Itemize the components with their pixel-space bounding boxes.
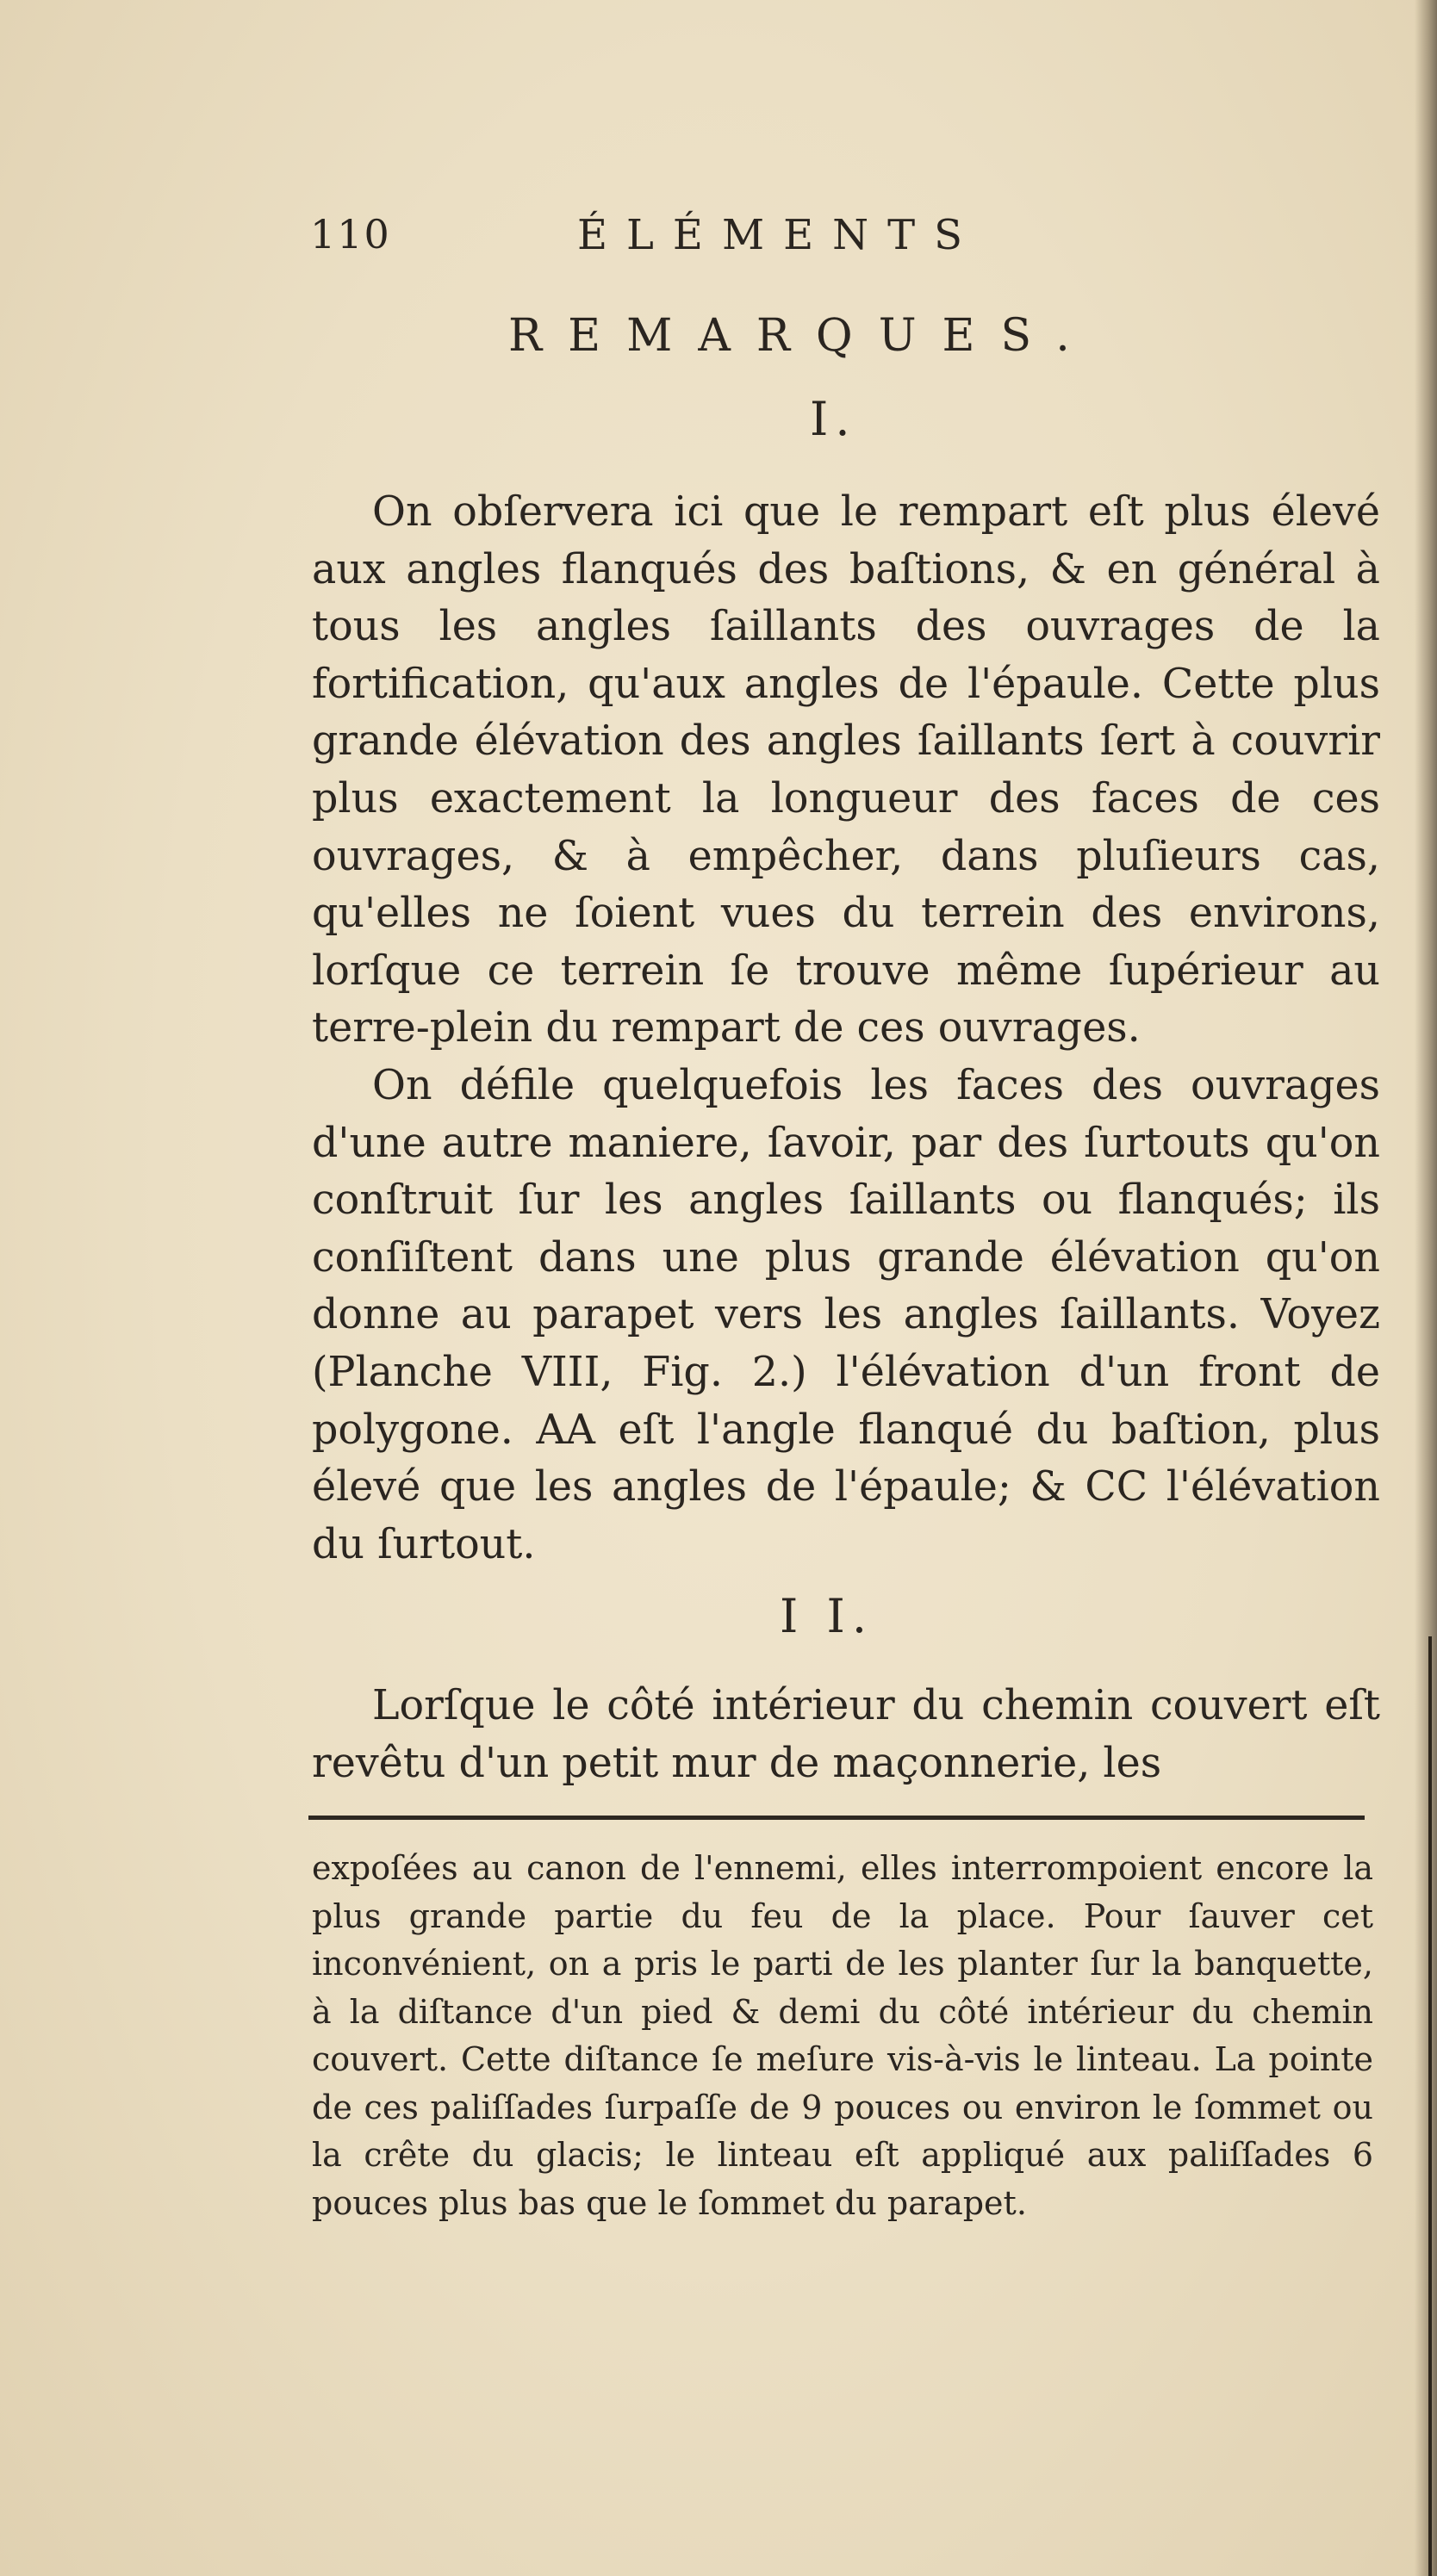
remark-numeral-2: I I. <box>780 1589 874 1643</box>
running-head <box>310 211 1172 271</box>
footnote-divider <box>308 1816 1365 1820</box>
section-heading: REMARQUES. <box>508 310 1096 362</box>
page-binding-edge <box>1428 1636 1432 2576</box>
remark-1-paragraph-1: On obſervera ici que le rempart eſt plus élevé aux angles flanqués des baſtions, & en général à tous les angles ſaillants des ouvrages de la fortification, qu'aux angles de l'épaule. Cette plus grande élévation des angles ſaillants ſert à couvrir plus exactement la longueur des faces de ces ouvrages, & à empêcher, dans pluſieurs cas, qu'elles ne ſoient vues du terrein des environs, lorſque ce terrein ſe trouve même ſupérieur au terre-plein du rempart de ces ouvrages. <box>312 488 1380 1052</box>
footnote: expoſées au canon de l'ennemi, elles interrompoient encore la plus grande partie du feu de la place. Pour ſauver cet inconvénient, on a pris le parti de les planter ſur la banquette, à la diſtance d'un pied & demi du côté intérieur du chemin couvert. Cette diſtance ſe meſure vis-à-vis le linteau. La pointe de ces paliſſades ſurpaſſe de 9 pouces ou environ le ſommet ou la crête du glacis; le linteau eſt appliqué aux paliſſades 6 pouces plus bas que le ſommet du parapet. <box>312 1849 1373 2222</box>
page-number: 110 <box>310 211 391 258</box>
remark-1-paragraph-2: On défile quelquefois les faces des ouvrages d'une autre maniere, ſavoir, par des ſurtouts qu'on conſtruit ſur les angles ſaillants ou flanqués; ils conſiſtent dans une plus grande élévation qu'on donne au parapet vers les angles ſaillants. Voyez (Planche VIII, Fig. 2.) l'élévation d'un front de polygone. AA eſt l'angle flanqué du baſtion, plus élevé que les angles de l'épaule; & CC l'élévation du ſurtout. <box>312 1062 1380 1568</box>
running-title: ÉLÉMENTS <box>577 211 982 259</box>
remark-2-paragraph-1: Lorſque le côté intérieur du chemin couvert eſt revêtu d'un petit mur de maçonnerie, les <box>312 1682 1380 1787</box>
page-binding-shadow <box>1415 0 1437 2576</box>
remark-numeral-1: I. <box>810 392 857 446</box>
